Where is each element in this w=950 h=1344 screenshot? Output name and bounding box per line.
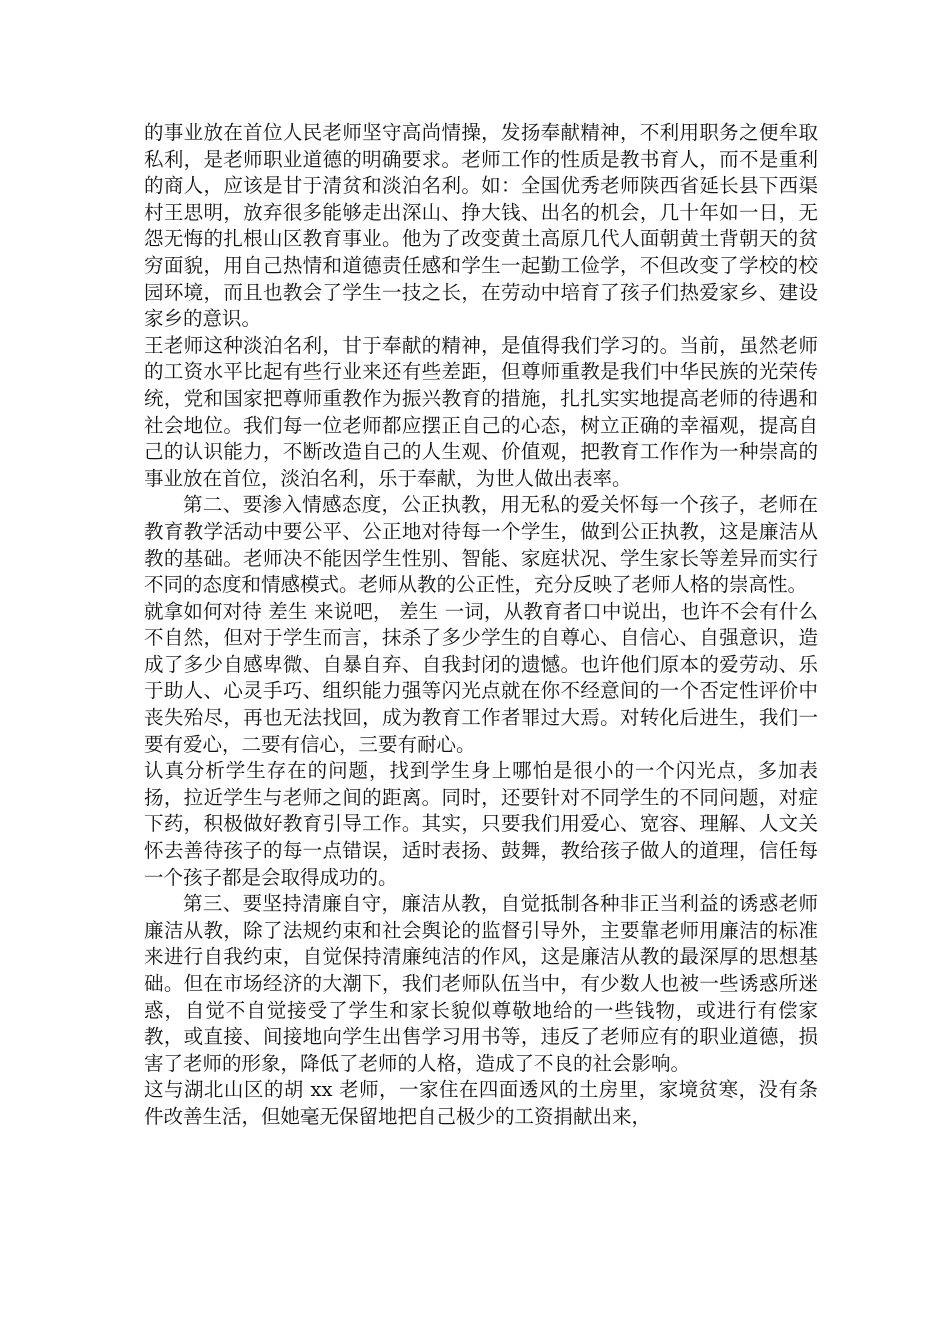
paragraph-4: 就拿如何对待 差生 来说吧， 差生 一词，从教育者口中说出，也许不会有什么不自然，但对于学生而言，抹杀了多少学生的自尊心、自信心、自强意识，造成了多少自感卑微、自暴自弃、自我封闭的遗憾。也许他们原本的爱劳动、乐于助人、心灵手巧、组织能力强等闪光点就在你不经意间的一个否定性评价中丧失殆尽，再也无法找回，成为教育工作者罪过大焉。对转化后进生，我们一要有爱心，二要有信心，三要有耐心。 (144, 599, 818, 756)
paragraph-7: 这与湖北山区的胡 xx 老师，一家住在四面透风的土房里，家境贫寒，没有条件改善生活，但她毫无保留地把自己极少的工资捐献出来， (144, 1078, 818, 1128)
paragraph-5: 认真分析学生存在的问题，找到学生身上哪怕是很小的一个闪光点，多加表扬，拉近学生与老师之间的距离。同时，还要针对不同学生的不同问题，对症下药，积极做好教育引导工作。其实，只要我们用爱心、宽容、理解、人文关怀去善待孩子的每一点错误，适时表扬、鼓舞，教给孩子做人的道理，信任每一个孩子都是会取得成功的。 (144, 759, 818, 889)
paragraph-6: 第三、要坚持清廉自守，廉洁从教，自觉抵制各种非正当利益的诱惑老师廉洁从教，除了法规约束和社会舆论的监督引导外，主要靠老师用廉洁的标准来进行自我约束，自觉保持清廉纯洁的作风，这是廉洁从教的最深厚的思想基础。但在市场经济的大潮下，我们老师队伍当中，有少数人也被一些诱惑所迷惑，自觉不自觉接受了学生和家长貌似尊敬地给的一些钱物，或进行有偿家教，或直接、间接地向学生出售学习用书等，违反了老师应有的职业道德，损害了老师的形象，降低了老师的人格，造成了不良的社会影响。 (144, 892, 818, 1075)
paragraph-2: 王老师这种淡泊名利，甘于奉献的精神，是值得我们学习的。当前，虽然老师的工资水平比起有些行业来还有些差距，但尊师重教是我们中华民族的光荣传统，党和国家把尊师重教作为振兴教育的措施，扎扎实实地提高老师的待遇和社会地位。我们每一位老师都应摆正自己的心态，树立正确的幸福观，提高自己的认识能力，不断改造自己的人生观、价值观，把教育工作作为一种崇高的事业放在首位，淡泊名利，乐于奉献，为世人做出表率。 (144, 333, 818, 490)
paragraph-1: 的事业放在首位人民老师坚守高尚情操，发扬奉献精神，不利用职务之便牟取私利，是老师职业道德的明确要求。老师工作的性质是教书育人，而不是重利的商人，应该是甘于清贫和淡泊名利。如：全国优秀老师陕西省延长县下西渠村王思明，放弃很多能够走出深山、挣大钱、出名的机会，几十年如一日，无怨无悔的扎根山区教育事业。他为了改变黄土高原几代人面朝黄土背朝天的贫穷面貌，用自己热情和道德责任感和学生一起勤工俭学，不但改变了学校的校园环境，而且也教会了学生一技之长，在劳动中培育了孩子们热爱家乡、建设家乡的意识。 (144, 121, 818, 331)
paragraph-3: 第二、要渗入情感态度，公正执教，用无私的爱关怀每一个孩子，老师在教育教学活动中要公平、公正地对待每一个学生，做到公正执教，这是廉洁从教的基础。老师决不能因学生性别、智能、家庭状况、学生家长等差异而实行不同的态度和情感模式。老师从教的公正性，充分反映了老师人格的崇高性。 (144, 493, 818, 597)
document-body (144, 120, 818, 1131)
